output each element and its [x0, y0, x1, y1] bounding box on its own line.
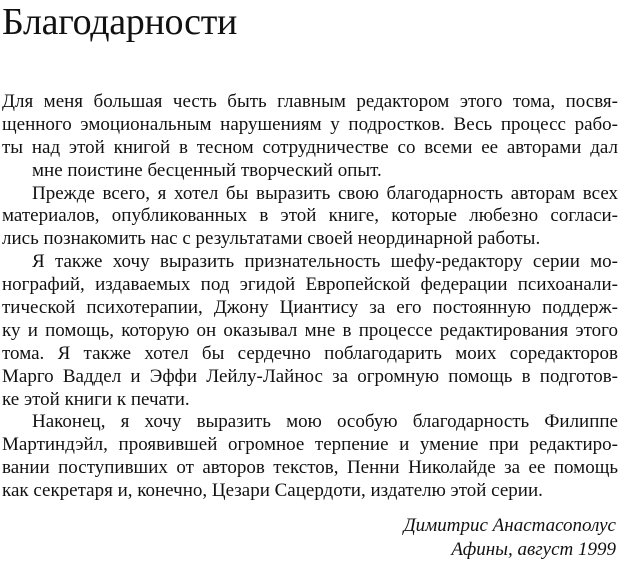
text-line: Прежде всего, я хотел бы выразить свою благодарность авторам всех: [32, 182, 618, 204]
text-line: Наконец, я хочу выразить мою особую благодарность Филиппе: [32, 411, 618, 433]
text-line: мне поистине бесценный творческий опыт.: [32, 159, 382, 181]
paragraph: [2, 91, 618, 183]
text-line: ке этой книги к печати.: [2, 388, 190, 410]
text-line: щенного эмоциональным нарушениям у подростков. Весь процесс рабо-: [2, 113, 618, 135]
text-line: ты над этой книгой в тесном сотрудничестве со всеми ее авторами дал: [2, 136, 618, 158]
text-line: вании поступивших от авторов текстов, Пенни Николайде за ее помощь: [2, 457, 618, 479]
signature-name: Димитрис Анастасополус: [403, 515, 616, 536]
text-line: Мартиндэйл, проявившей огромное терпение и умение при редактиро-: [2, 434, 618, 456]
signature-place-date: Афины, август 1999: [451, 539, 616, 560]
text-line: нографий, издаваемых под эгидой Европейской федерации психоанали-: [2, 274, 618, 296]
text-line: материалов, опубликованных в этой книге, которые любезно согласи-: [2, 205, 618, 227]
text-line: Я также хочу выразить признательность шефу-редактору серии мо-: [32, 251, 618, 273]
acknowledgements-body: [2, 91, 618, 503]
paragraph: [2, 411, 618, 503]
page-title: Благодарности: [2, 1, 238, 43]
text-line: Марго Ваддел и Эффи Лейлу-Лайнос за огромную помощь в подготов-: [2, 365, 618, 387]
text-line: как секретаря и, конечно, Цезари Сацердоти, издателю этой серии.: [2, 480, 543, 502]
text-line: Для меня большая честь быть главным редактором этого тома, посвя-: [2, 91, 618, 112]
paragraph: [2, 251, 618, 411]
text-line: тома. Я также хотел бы сердечно поблагодарить моих соредакторов: [2, 342, 618, 364]
text-line: тической психотерапии, Джону Циантису за его постоянную поддерж-: [2, 297, 618, 319]
text-line: ку и помощь, которую он оказывал мне в процессе редактирования этого: [2, 319, 618, 341]
text-line: лись познакомить нас с результатами своей неординарной работы.: [2, 228, 541, 250]
paragraph: [2, 183, 618, 252]
signature-block: [404, 514, 616, 562]
